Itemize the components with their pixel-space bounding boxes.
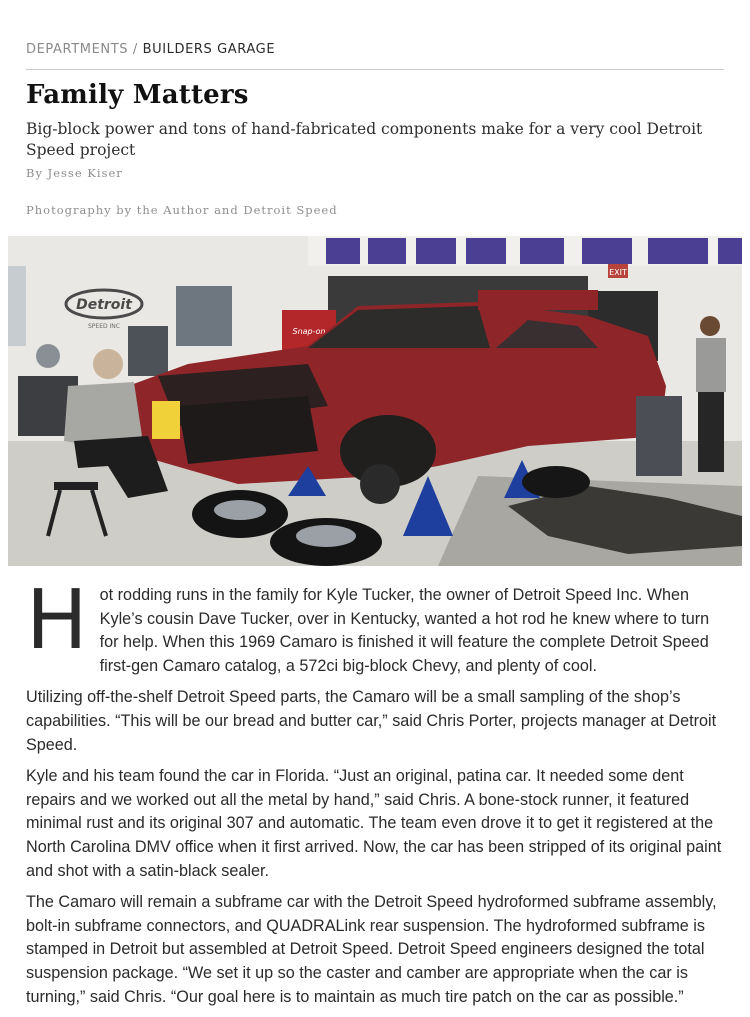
breadcrumb-separator: /: [128, 42, 143, 57]
paragraph-2: Utilizing off-the-shelf Detroit Speed parts, the Camaro will be a small sampling of the shop’s capabilities. “This will be our bread and butter car,” said Chris Porter, projects manager at Detroit Speed.: [26, 688, 717, 754]
article-byline: By Jesse Kiser: [26, 166, 123, 180]
photo-credit: Photography by the Author and Detroit Speed: [26, 203, 338, 217]
breadcrumb-current[interactable]: BUILDERS GARAGE: [142, 42, 276, 57]
hero-photo-illustration: [8, 236, 742, 566]
article-title: Family Matters: [26, 80, 249, 110]
paragraph-3: Kyle and his team found the car in Florida. “Just an original, patina car. It needed some dent repairs and we worked out all the metal by hand,” said Chris. A bone-stock runner, it featured minimal rust and its original 307 and automatic. The team even drove it to get it registered at the North Carolina DMV office when it first arrived. Now, the car has been stripped of its original paint and shot with a satin-black sealer.: [26, 767, 722, 880]
shop-logo-subtext: SPEED INC: [88, 323, 120, 330]
shop-logo-text: Detroit: [76, 297, 132, 313]
header-divider: [26, 69, 724, 70]
drop-cap: H: [26, 573, 88, 668]
breadcrumb-section[interactable]: DEPARTMENTS: [26, 42, 129, 57]
paragraph-1: [26, 573, 724, 678]
article-body: [26, 573, 724, 1017]
article-subtitle: Big-block power and tons of hand-fabricated components make for a very cool Detroit Speed project: [26, 120, 703, 159]
toolbox-brand-text: Snap-on: [292, 327, 326, 336]
hero-photo: [8, 236, 742, 566]
breadcrumb: [26, 42, 275, 57]
paragraph-4: The Camaro will remain a subframe car with the Detroit Speed hydroformed subframe assembly, bolt-in subframe connectors, and QUADRALink rear suspension. The hydroformed subframe is stamped in Detroit but assembled at Detroit Speed. Detroit Speed engineers designed the total suspension package. “We set it up so the caster and camber are appropriate when the car is turning,” said Chris. “Our goal here is to maintain as much tire patch on the car as possible.”: [26, 893, 717, 1006]
exit-sign-text: EXIT: [609, 268, 627, 277]
paragraph-1-text: ot rodding runs in the family for Kyle Tucker, the owner of Detroit Speed Inc. When Kyle’s cousin Dave Tucker, over in Kentucky, wanted a hot rod he knew where to turn for help. When this 1969 Camaro is finished it will feature the complete Detroit Speed first-gen Camaro catalog, a 572ci big-block Chevy, and plenty of cool.: [99, 586, 710, 675]
